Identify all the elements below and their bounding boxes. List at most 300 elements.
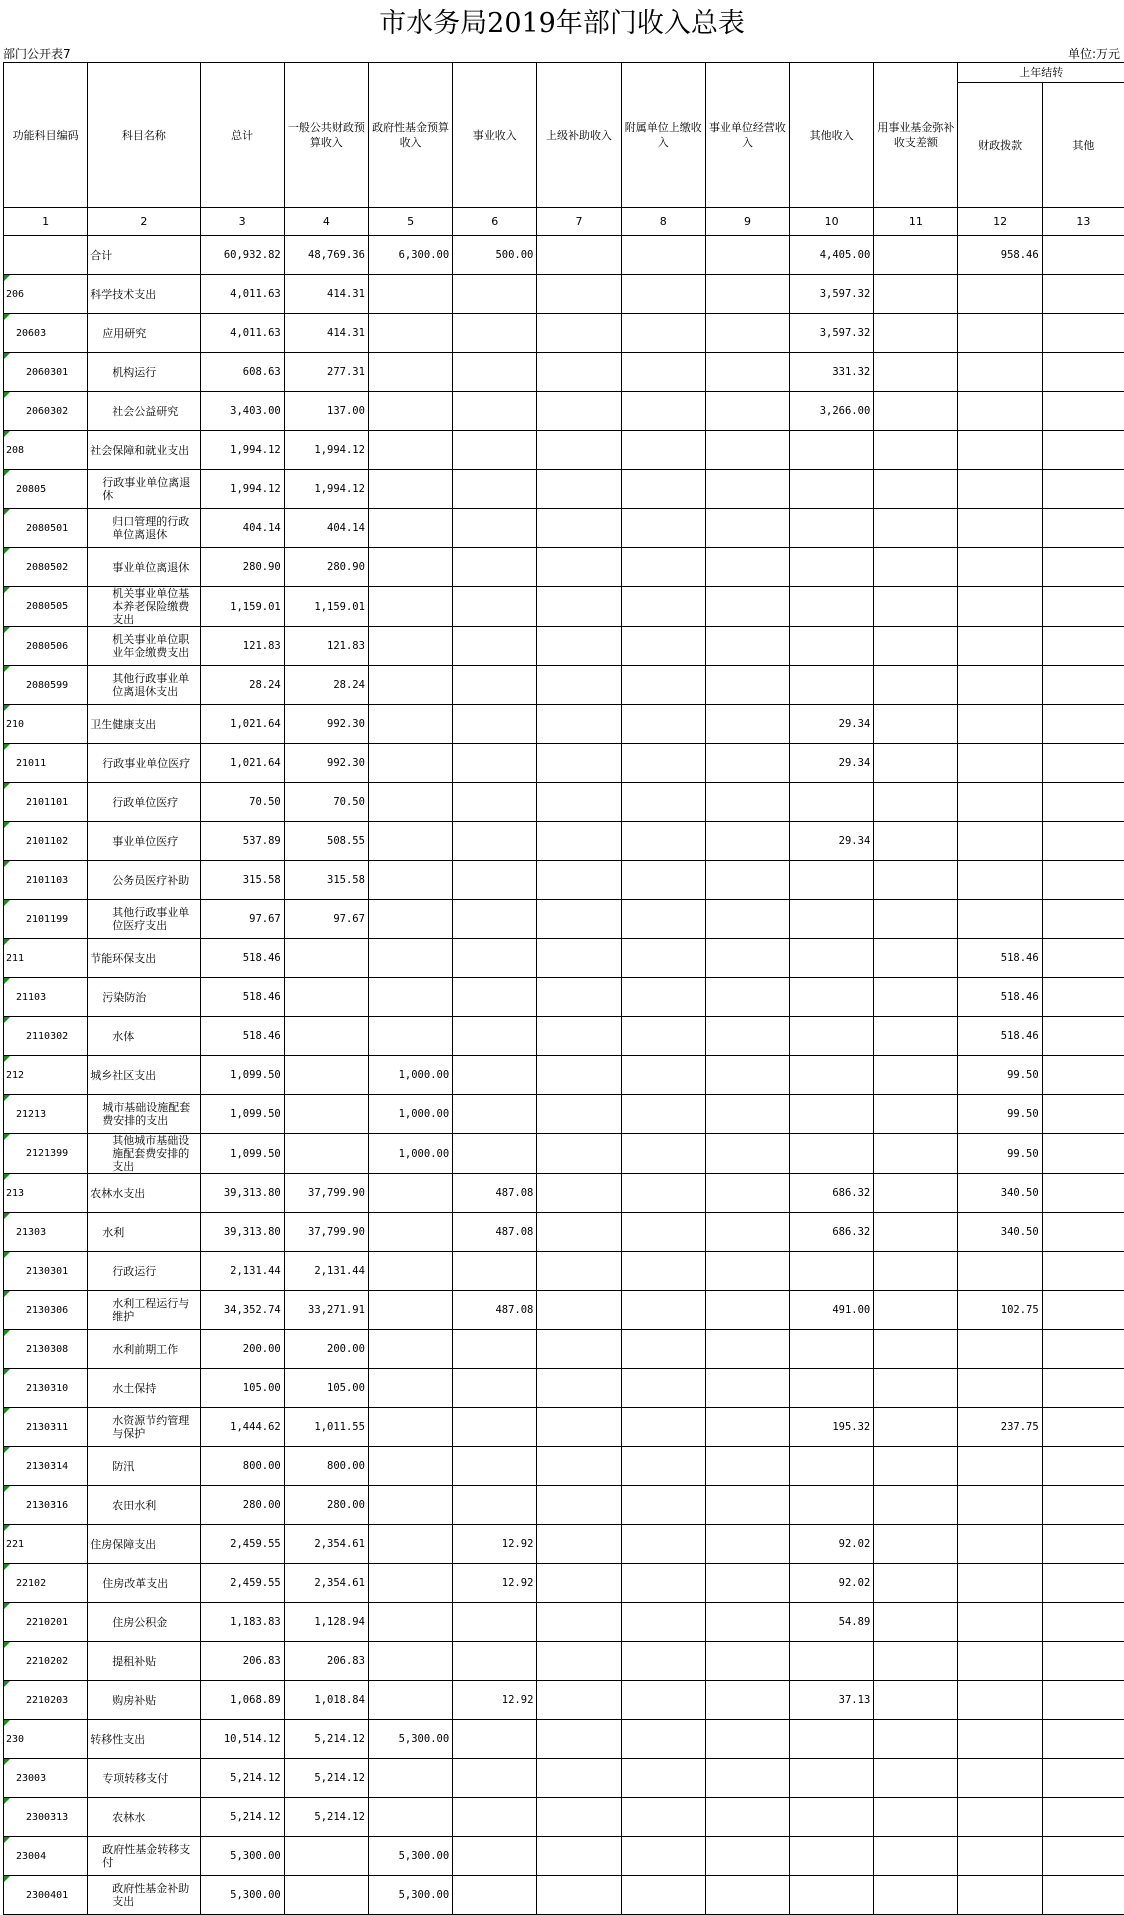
- cell-affiliate: [621, 861, 705, 900]
- row-name: 行政单位医疗: [88, 783, 200, 822]
- cell-other: [790, 900, 874, 939]
- row-code-text: 2080506: [26, 641, 68, 652]
- cell-gov-fund: [368, 1252, 452, 1291]
- cell-gov-fund: [368, 392, 452, 431]
- table-row: [4, 783, 1124, 822]
- table-header: [4, 63, 1124, 236]
- cell-other: [790, 1798, 874, 1837]
- cell-other: [790, 509, 874, 548]
- table-row: [4, 431, 1124, 470]
- cell-affiliate: [621, 314, 705, 353]
- row-code: [4, 548, 88, 587]
- cell-carry-other: [1042, 978, 1124, 1017]
- row-code: [4, 627, 88, 666]
- cell-other: [790, 1330, 874, 1369]
- row-name: 提租补贴: [88, 1642, 200, 1681]
- cell-general: 1,994.12: [284, 431, 368, 470]
- cell-business: [705, 1408, 789, 1447]
- cell-carry-other: [1042, 353, 1124, 392]
- cell-total: 28.24: [200, 666, 284, 705]
- table-row: [4, 1174, 1124, 1213]
- row-name: 政府性基金转移支付: [88, 1837, 200, 1876]
- cell-general: 105.00: [284, 1369, 368, 1408]
- cell-other: [790, 587, 874, 627]
- cell-carry-other: [1042, 939, 1124, 978]
- cell-carry-fiscal: 958.46: [958, 236, 1042, 275]
- cell-business: [705, 900, 789, 939]
- cell-service: 487.08: [453, 1291, 537, 1330]
- cell-service: [453, 1369, 537, 1408]
- cell-upper-subsidy: [537, 1681, 621, 1720]
- cell-business: [705, 1330, 789, 1369]
- cell-carry-fiscal: [958, 587, 1042, 627]
- cell-affiliate: [621, 1017, 705, 1056]
- cell-carry-other: [1042, 587, 1124, 627]
- cell-carry-other: [1042, 1095, 1124, 1134]
- cell-business: [705, 1798, 789, 1837]
- cell-upper-subsidy: [537, 627, 621, 666]
- cell-fund-balance: [874, 1291, 958, 1330]
- cell-upper-subsidy: [537, 431, 621, 470]
- cell-fund-balance: [874, 900, 958, 939]
- row-code-text: 213: [6, 1188, 24, 1199]
- cell-business: [705, 509, 789, 548]
- column-number: 2: [88, 208, 200, 236]
- cell-upper-subsidy: [537, 275, 621, 314]
- cell-upper-subsidy: [537, 744, 621, 783]
- row-code-text: 2080599: [26, 680, 68, 691]
- cell-business: [705, 1681, 789, 1720]
- cell-indicator-icon: [4, 353, 10, 359]
- cell-general: [284, 1876, 368, 1915]
- cell-indicator-icon: [4, 1134, 10, 1140]
- cell-indicator-icon: [4, 1291, 10, 1297]
- cell-affiliate: [621, 509, 705, 548]
- row-code-text: 230: [6, 1734, 24, 1745]
- cell-fund-balance: [874, 587, 958, 627]
- row-code: [4, 822, 88, 861]
- unit-label: 单位:万元: [1068, 46, 1120, 62]
- table-row: [4, 1525, 1124, 1564]
- cell-service: [453, 1642, 537, 1681]
- cell-total: 1,444.62: [200, 1408, 284, 1447]
- header-other: 其他收入: [790, 63, 874, 208]
- row-name: 节能环保支出: [88, 939, 200, 978]
- header-code: 功能科目编码: [4, 63, 88, 208]
- row-code-text: 20805: [16, 484, 46, 495]
- cell-fund-balance: [874, 1213, 958, 1252]
- header-upper-subsidy: 上级补助收入: [537, 63, 621, 208]
- cell-carry-fiscal: 518.46: [958, 978, 1042, 1017]
- cell-carry-other: [1042, 900, 1124, 939]
- cell-gov-fund: [368, 275, 452, 314]
- cell-carry-other: [1042, 236, 1124, 275]
- header-service: 事业收入: [453, 63, 537, 208]
- cell-carry-other: [1042, 822, 1124, 861]
- cell-carry-fiscal: [958, 1642, 1042, 1681]
- row-name: 转移性支出: [88, 1720, 200, 1759]
- row-code: [4, 1759, 88, 1798]
- cell-gov-fund: [368, 939, 452, 978]
- row-code: [4, 236, 88, 275]
- row-code-text: 2300401: [26, 1890, 68, 1901]
- cell-general: 315.58: [284, 861, 368, 900]
- cell-upper-subsidy: [537, 1408, 621, 1447]
- table-row: [4, 627, 1124, 666]
- cell-service: [453, 822, 537, 861]
- cell-business: [705, 1525, 789, 1564]
- cell-gov-fund: 1,000.00: [368, 1095, 452, 1134]
- cell-total: 1,994.12: [200, 431, 284, 470]
- row-code: [4, 392, 88, 431]
- cell-affiliate: [621, 1603, 705, 1642]
- cell-other: [790, 1095, 874, 1134]
- cell-general: [284, 939, 368, 978]
- cell-fund-balance: [874, 861, 958, 900]
- cell-indicator-icon: [4, 978, 10, 984]
- cell-service: [453, 1759, 537, 1798]
- row-name: 农田水利: [88, 1486, 200, 1525]
- cell-business: [705, 666, 789, 705]
- row-name: 水利工程运行与维护: [88, 1291, 200, 1330]
- cell-other: [790, 1759, 874, 1798]
- row-code-text: 2210202: [26, 1656, 68, 1667]
- row-code-text: 2130308: [26, 1344, 68, 1355]
- table-row: [4, 1056, 1124, 1095]
- cell-upper-subsidy: [537, 822, 621, 861]
- cell-gov-fund: [368, 1525, 452, 1564]
- row-name: 住房公积金: [88, 1603, 200, 1642]
- cell-total: 5,300.00: [200, 1837, 284, 1876]
- cell-affiliate: [621, 470, 705, 509]
- cell-indicator-icon: [4, 1330, 10, 1336]
- cell-carry-other: [1042, 783, 1124, 822]
- cell-indicator-icon: [4, 548, 10, 554]
- cell-gov-fund: 6,300.00: [368, 236, 452, 275]
- cell-fund-balance: [874, 1720, 958, 1759]
- cell-service: [453, 1486, 537, 1525]
- cell-general: [284, 1095, 368, 1134]
- cell-fund-balance: [874, 275, 958, 314]
- cell-affiliate: [621, 1252, 705, 1291]
- cell-indicator-icon: [4, 1017, 10, 1023]
- cell-carry-other: [1042, 705, 1124, 744]
- cell-carry-fiscal: [958, 509, 1042, 548]
- cell-upper-subsidy: [537, 1642, 621, 1681]
- cell-business: [705, 392, 789, 431]
- row-name: 水利前期工作: [88, 1330, 200, 1369]
- cell-service: [453, 783, 537, 822]
- cell-fund-balance: [874, 1056, 958, 1095]
- cell-other: 491.00: [790, 1291, 874, 1330]
- cell-general: 2,131.44: [284, 1252, 368, 1291]
- cell-affiliate: [621, 1408, 705, 1447]
- cell-gov-fund: [368, 431, 452, 470]
- cell-service: [453, 1798, 537, 1837]
- cell-business: [705, 236, 789, 275]
- cell-service: [453, 1134, 537, 1174]
- cell-general: 1,994.12: [284, 470, 368, 509]
- cell-upper-subsidy: [537, 314, 621, 353]
- table-row: [4, 275, 1124, 314]
- cell-other: 331.32: [790, 353, 874, 392]
- cell-gov-fund: [368, 744, 452, 783]
- row-code-text: 2130301: [26, 1266, 68, 1277]
- row-name: 归口管理的行政单位离退休: [88, 509, 200, 548]
- cell-carry-fiscal: 518.46: [958, 939, 1042, 978]
- cell-carry-fiscal: [958, 1252, 1042, 1291]
- cell-total: 70.50: [200, 783, 284, 822]
- cell-total: 206.83: [200, 1642, 284, 1681]
- cell-gov-fund: [368, 978, 452, 1017]
- cell-carry-other: [1042, 627, 1124, 666]
- row-name: 住房改革支出: [88, 1564, 200, 1603]
- header-affiliate: 附属单位上缴收入: [621, 63, 705, 208]
- row-code: [4, 1095, 88, 1134]
- cell-other: 29.34: [790, 705, 874, 744]
- row-code-text: 21213: [16, 1109, 46, 1120]
- cell-fund-balance: [874, 744, 958, 783]
- cell-affiliate: [621, 978, 705, 1017]
- cell-general: 277.31: [284, 353, 368, 392]
- column-number-row: [4, 208, 1124, 236]
- cell-total: 34,352.74: [200, 1291, 284, 1330]
- table-row: [4, 353, 1124, 392]
- table-row: [4, 978, 1124, 1017]
- cell-gov-fund: [368, 1291, 452, 1330]
- cell-indicator-icon: [4, 627, 10, 633]
- cell-affiliate: [621, 392, 705, 431]
- cell-carry-fiscal: [958, 353, 1042, 392]
- table-row: [4, 1447, 1124, 1486]
- cell-affiliate: [621, 783, 705, 822]
- cell-carry-fiscal: 99.50: [958, 1056, 1042, 1095]
- cell-gov-fund: [368, 509, 452, 548]
- cell-service: [453, 1095, 537, 1134]
- cell-indicator-icon: [4, 1369, 10, 1375]
- cell-gov-fund: [368, 666, 452, 705]
- row-name: 公务员医疗补助: [88, 861, 200, 900]
- cell-carry-other: [1042, 470, 1124, 509]
- cell-other: [790, 783, 874, 822]
- cell-upper-subsidy: [537, 1291, 621, 1330]
- cell-carry-fiscal: [958, 1681, 1042, 1720]
- column-number: 3: [200, 208, 284, 236]
- cell-general: 508.55: [284, 822, 368, 861]
- cell-business: [705, 1017, 789, 1056]
- cell-carry-other: [1042, 1486, 1124, 1525]
- table-row: [4, 1876, 1124, 1915]
- cell-other: [790, 1720, 874, 1759]
- cell-carry-fiscal: [958, 861, 1042, 900]
- cell-carry-fiscal: [958, 1525, 1042, 1564]
- cell-carry-fiscal: [958, 1837, 1042, 1876]
- row-code-text: 2210203: [26, 1695, 68, 1706]
- cell-gov-fund: [368, 587, 452, 627]
- cell-upper-subsidy: [537, 666, 621, 705]
- cell-service: 12.92: [453, 1564, 537, 1603]
- cell-service: 500.00: [453, 236, 537, 275]
- cell-carry-fiscal: 99.50: [958, 1134, 1042, 1174]
- header-gov-fund: 政府性基金预算收入: [368, 63, 452, 208]
- cell-business: [705, 275, 789, 314]
- column-number: 10: [790, 208, 874, 236]
- cell-gov-fund: [368, 1408, 452, 1447]
- table-row: [4, 939, 1124, 978]
- cell-business: [705, 627, 789, 666]
- cell-business: [705, 470, 789, 509]
- cell-upper-subsidy: [537, 900, 621, 939]
- cell-general: 280.00: [284, 1486, 368, 1525]
- cell-fund-balance: [874, 1369, 958, 1408]
- cell-indicator-icon: [4, 509, 10, 515]
- cell-total: 1,099.50: [200, 1095, 284, 1134]
- cell-affiliate: [621, 1720, 705, 1759]
- cell-affiliate: [621, 587, 705, 627]
- cell-upper-subsidy: [537, 1174, 621, 1213]
- cell-upper-subsidy: [537, 1564, 621, 1603]
- row-code: [4, 1837, 88, 1876]
- cell-gov-fund: [368, 1330, 452, 1369]
- cell-service: [453, 1876, 537, 1915]
- row-code: [4, 1447, 88, 1486]
- cell-total: 5,214.12: [200, 1759, 284, 1798]
- cell-general: 414.31: [284, 314, 368, 353]
- cell-other: [790, 548, 874, 587]
- cell-general: 37,799.90: [284, 1213, 368, 1252]
- cell-other: [790, 431, 874, 470]
- cell-total: 200.00: [200, 1330, 284, 1369]
- table-row: [4, 1017, 1124, 1056]
- cell-gov-fund: [368, 627, 452, 666]
- cell-affiliate: [621, 1330, 705, 1369]
- cell-upper-subsidy: [537, 509, 621, 548]
- cell-upper-subsidy: [537, 587, 621, 627]
- cell-service: [453, 978, 537, 1017]
- cell-business: [705, 744, 789, 783]
- row-name: 污染防治: [88, 978, 200, 1017]
- cell-affiliate: [621, 275, 705, 314]
- cell-carry-other: [1042, 275, 1124, 314]
- row-code-text: 2300313: [26, 1812, 68, 1823]
- cell-indicator-icon: [4, 1564, 10, 1570]
- cell-carry-other: [1042, 431, 1124, 470]
- cell-affiliate: [621, 548, 705, 587]
- cell-service: [453, 900, 537, 939]
- cell-other: 3,597.32: [790, 275, 874, 314]
- row-code-text: 212: [6, 1070, 24, 1081]
- cell-fund-balance: [874, 1486, 958, 1525]
- table-row: [4, 900, 1124, 939]
- row-name: 水体: [88, 1017, 200, 1056]
- table-row: [4, 509, 1124, 548]
- cell-carry-other: [1042, 1642, 1124, 1681]
- row-code: [4, 705, 88, 744]
- table-row: [4, 705, 1124, 744]
- cell-carry-fiscal: 237.75: [958, 1408, 1042, 1447]
- cell-affiliate: [621, 1525, 705, 1564]
- row-code: [4, 1174, 88, 1213]
- cell-affiliate: [621, 705, 705, 744]
- row-code: [4, 1681, 88, 1720]
- cell-affiliate: [621, 431, 705, 470]
- cell-upper-subsidy: [537, 978, 621, 1017]
- cell-affiliate: [621, 939, 705, 978]
- row-name: 农林水支出: [88, 1174, 200, 1213]
- cell-carry-fiscal: [958, 431, 1042, 470]
- cell-fund-balance: [874, 666, 958, 705]
- cell-general: 5,214.12: [284, 1759, 368, 1798]
- row-code: [4, 783, 88, 822]
- row-code-text: 2121399: [26, 1148, 68, 1159]
- table-row: [4, 1798, 1124, 1837]
- cell-general: 2,354.61: [284, 1564, 368, 1603]
- cell-gov-fund: 5,300.00: [368, 1876, 452, 1915]
- cell-total: 518.46: [200, 939, 284, 978]
- cell-service: [453, 1447, 537, 1486]
- cell-indicator-icon: [4, 822, 10, 828]
- cell-upper-subsidy: [537, 1525, 621, 1564]
- row-name: 机关事业单位职业年金缴费支出: [88, 627, 200, 666]
- cell-total: 280.00: [200, 1486, 284, 1525]
- cell-indicator-icon: [4, 744, 10, 750]
- cell-indicator-icon: [4, 470, 10, 476]
- cell-indicator-icon: [4, 1252, 10, 1258]
- cell-fund-balance: [874, 353, 958, 392]
- row-name: 事业单位医疗: [88, 822, 200, 861]
- cell-other: 54.89: [790, 1603, 874, 1642]
- column-number: 9: [705, 208, 789, 236]
- row-code-text: 211: [6, 953, 24, 964]
- cell-general: 800.00: [284, 1447, 368, 1486]
- cell-business: [705, 939, 789, 978]
- cell-indicator-icon: [4, 1603, 10, 1609]
- cell-gov-fund: [368, 1486, 452, 1525]
- cell-upper-subsidy: [537, 1876, 621, 1915]
- cell-fund-balance: [874, 822, 958, 861]
- cell-general: 1,159.01: [284, 587, 368, 627]
- cell-business: [705, 1056, 789, 1095]
- cell-upper-subsidy: [537, 1134, 621, 1174]
- row-code-text: 2080502: [26, 562, 68, 573]
- cell-other: [790, 1134, 874, 1174]
- cell-upper-subsidy: [537, 1213, 621, 1252]
- cell-gov-fund: [368, 705, 452, 744]
- table-row: [4, 1642, 1124, 1681]
- cell-service: [453, 1603, 537, 1642]
- cell-general: 280.90: [284, 548, 368, 587]
- cell-general: [284, 978, 368, 1017]
- cell-indicator-icon: [4, 431, 10, 437]
- row-name: 农林水: [88, 1798, 200, 1837]
- cell-gov-fund: [368, 1369, 452, 1408]
- cell-upper-subsidy: [537, 1017, 621, 1056]
- cell-business: [705, 1564, 789, 1603]
- cell-carry-other: [1042, 1408, 1124, 1447]
- cell-upper-subsidy: [537, 1252, 621, 1291]
- cell-fund-balance: [874, 236, 958, 275]
- cell-general: 1,128.94: [284, 1603, 368, 1642]
- cell-upper-subsidy: [537, 1056, 621, 1095]
- cell-total: 1,068.89: [200, 1681, 284, 1720]
- row-code-text: 2130310: [26, 1383, 68, 1394]
- row-code-text: 221: [6, 1539, 24, 1550]
- cell-fund-balance: [874, 1408, 958, 1447]
- cell-carry-other: [1042, 1369, 1124, 1408]
- cell-business: [705, 1603, 789, 1642]
- cell-general: 414.31: [284, 275, 368, 314]
- cell-gov-fund: 1,000.00: [368, 1134, 452, 1174]
